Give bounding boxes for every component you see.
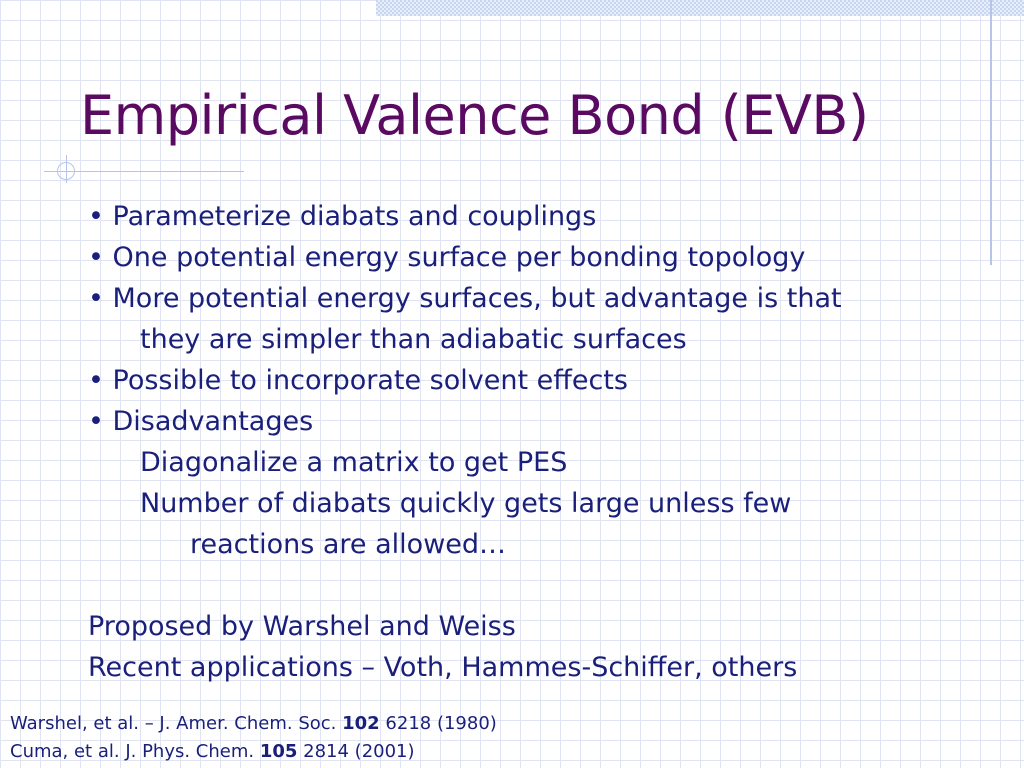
bullet-more-pes: • More potential energy surfaces, but advantage is that	[88, 283, 842, 314]
reference-pages-year: 6218 (1980)	[379, 713, 497, 734]
reference-warshel	[10, 710, 497, 738]
decorative-corner-pattern	[376, 0, 1024, 16]
sub-item-number-of-diabats-continuation: reactions are allowed…	[190, 529, 507, 560]
sub-item-number-of-diabats: Number of diabats quickly gets large unless few	[140, 488, 792, 519]
bullet-disadvantages: • Disadvantages	[88, 406, 314, 437]
reference-volume: 105	[259, 741, 298, 762]
decorative-vertical-line	[990, 0, 992, 265]
bullet-solvent-effects: • Possible to incorporate solvent effects	[88, 365, 628, 396]
reference-text: Warshel, et al. – J. Amer. Chem. Soc.	[10, 713, 343, 734]
slide-title: Empirical Valence Bond (EVB)	[80, 84, 869, 147]
reference-text: Cuma, et al. J. Phys. Chem.	[10, 741, 260, 762]
reference-volume: 102	[342, 713, 380, 734]
bullet-more-pes-continuation: they are simpler than adiabatic surfaces	[140, 324, 687, 355]
slide-body	[88, 196, 948, 688]
reference-cuma	[10, 738, 497, 766]
recent-applications-line: Recent applications – Voth, Hammes-Schiffer, others	[88, 652, 798, 683]
bullet-one-pes: • One potential energy surface per bonding topology	[88, 242, 806, 273]
sub-item-diagonalize: Diagonalize a matrix to get PES	[140, 447, 568, 478]
spacer	[88, 565, 948, 606]
bullet-parameterize: • Parameterize diabats and couplings	[88, 201, 597, 232]
references	[10, 710, 497, 766]
reference-pages-year: 2814 (2001)	[297, 741, 415, 762]
proposed-by-line: Proposed by Warshel and Weiss	[88, 611, 516, 642]
decorative-crosshair-circle	[57, 162, 75, 180]
